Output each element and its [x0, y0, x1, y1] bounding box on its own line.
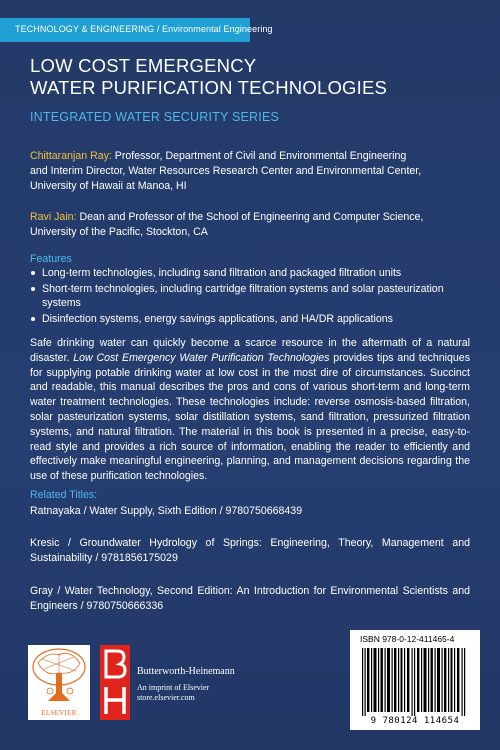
list-item: Disinfection systems, energy savings applications, and HA/DR applications: [30, 312, 470, 327]
elsevier-wordmark: ELSEVIER: [41, 709, 77, 717]
book-description: Safe drinking water can quickly become a scarce resource in the aftermath of a natural disaster. Low Cost Emergency Water Purification Technologies provides tips and techniques for supplying potable drinking water at low cost in the most dire of circumstances. Succinct and readable, this manual describes the pros and cons of various short-term and long-term water treatment technologies. These technologies include: reverse osmosis-based filtration, solar pasteurization systems, solar distillation systems, sand filtration, pressurized filtration systems, and natural filtration. The material in this book is presented in a precise, easy-to-read style and provides a rich source of information, enabling the reader to efficiently and effectively make meaningful engineering, planning, and management decisions regarding the use of these purification technologies.: [30, 337, 470, 483]
tree-icon: [28, 645, 90, 707]
author-bio-jain: Ravi Jain: Dean and Professor of the School of Engineering and Computer Science, University of the Pacific, Stockton, CA: [30, 211, 424, 238]
related-title: Kresic / Groundwater Hydrology of Springs: Engineering, Theory, Management and Sustainability / 9781856175029: [30, 537, 470, 564]
related-title: Gray / Water Technology, Second Edition: An Introduction for Environmental Scientists and Engineers / 9780750666336: [30, 585, 470, 612]
features-list: [30, 266, 470, 327]
author-name: Chittaranjan Ray:: [30, 150, 112, 162]
list-item: Long-term technologies, including sand filtration and packaged filtration units: [30, 266, 470, 281]
barcode: [350, 630, 480, 730]
barcode-bars-icon: [360, 648, 470, 716]
book-title: [30, 55, 387, 99]
isbn-label: ISBN 978-0-12-411465-4: [360, 634, 455, 644]
series-name: INTEGRATED WATER SECURITY SERIES: [30, 110, 280, 124]
bh-mark-icon: [100, 645, 130, 720]
related-titles-heading: Related Titles:: [30, 489, 98, 501]
features-heading: Features: [30, 253, 72, 265]
related-title: Ratnayaka / Water Supply, Sixth Edition / 9780750668439: [30, 505, 303, 517]
title-line-1: LOW COST EMERGENCY: [30, 55, 257, 76]
list-item: Short-term technologies, including cartridge filtration systems and solar pasteurization systems: [30, 282, 470, 311]
elsevier-logo: [28, 645, 90, 720]
bh-logo: [100, 645, 130, 720]
category-label: TECHNOLOGY & ENGINEERING / Environmental Engineering: [15, 24, 273, 34]
author-name: Ravi Jain:: [30, 211, 77, 223]
bh-publisher-name: Butterworth-Heinemann: [137, 666, 235, 677]
bh-imprint-info: An imprint of Elsevier store.elsevier.com: [137, 683, 210, 702]
category-bar: [0, 18, 273, 42]
book-title-italic: Low Cost Emergency Water Purification Technologies: [73, 351, 330, 364]
barcode-digits: 9 780124 114654: [370, 716, 460, 726]
author-bio-ray: Chittaranjan Ray: Professor, Department of Civil and Environmental Engineering and Interim Director, Water Resources Research Center and Environmental Center, University of Hawaii at Manoa, HI: [30, 150, 422, 192]
title-line-2: WATER PURIFICATION TECHNOLOGIES: [30, 77, 388, 98]
